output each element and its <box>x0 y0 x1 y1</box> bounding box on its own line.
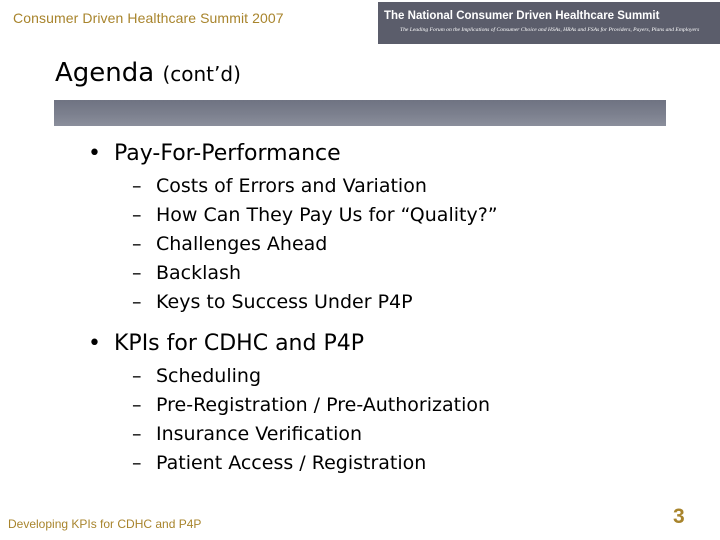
sub-bullet-text: Scheduling <box>156 365 262 387</box>
dash-marker: – <box>132 204 142 226</box>
dash-marker: – <box>132 291 142 313</box>
sub-bullet-item <box>88 288 498 317</box>
banner-title: The National Consumer Driven Healthcare Summit <box>384 10 660 22</box>
bullet-marker: • <box>88 141 101 166</box>
sub-bullet-item <box>88 259 498 288</box>
slide-title-suffix: (cont’d) <box>162 62 241 86</box>
sub-bullet-item <box>88 391 490 420</box>
dash-marker: – <box>132 394 142 416</box>
sub-bullet-item <box>88 449 490 478</box>
summit-title: Consumer Driven Healthcare Summit 2007 <box>13 10 284 26</box>
page-number: 3 <box>673 505 685 528</box>
sub-bullet-item <box>88 420 490 449</box>
bullet-heading-label: KPIs for CDHC and P4P <box>114 331 364 356</box>
sub-bullet-text: Keys to Success Under P4P <box>156 291 413 313</box>
dash-marker: – <box>132 175 142 197</box>
dash-marker: – <box>132 365 142 387</box>
sub-bullet-item <box>88 201 498 230</box>
bullet-heading <box>88 140 498 168</box>
footer-caption: Developing KPIs for CDHC and P4P <box>8 517 202 531</box>
sub-bullet-text: Insurance Verification <box>156 423 363 445</box>
summit-banner <box>378 2 720 44</box>
sub-bullet-text: How Can They Pay Us for “Quality?” <box>156 204 498 226</box>
dash-marker: – <box>132 233 142 255</box>
sub-bullet-list <box>88 172 498 317</box>
sub-bullet-item <box>88 230 498 259</box>
sub-bullet-item <box>88 172 498 201</box>
sub-bullet-text: Costs of Errors and Variation <box>156 175 427 197</box>
sub-bullet-list <box>88 362 490 478</box>
sub-bullet-item <box>88 362 490 391</box>
slide-title <box>55 58 241 88</box>
sub-bullet-text: Challenges Ahead <box>156 233 328 255</box>
bullet-heading-label: Pay-For-Performance <box>114 141 341 166</box>
slide-title-main: Agenda <box>55 58 155 88</box>
dash-marker: – <box>132 423 142 445</box>
dash-marker: – <box>132 262 142 284</box>
bullet-section-kpis <box>88 330 490 478</box>
dash-marker: – <box>132 452 142 474</box>
title-divider-bar <box>54 100 666 126</box>
banner-subtitle: The Leading Forum on the Implications of Consumer Choice and HSAs, HRAs and FSAs for Providers, Payers, Plans and Employers <box>400 27 700 33</box>
sub-bullet-text: Backlash <box>156 262 241 284</box>
bullet-marker: • <box>88 331 101 356</box>
sub-bullet-text: Patient Access / Registration <box>156 452 427 474</box>
bullet-section-p4p <box>88 140 498 317</box>
bullet-heading <box>88 330 490 358</box>
sub-bullet-text: Pre-Registration / Pre-Authorization <box>156 394 491 416</box>
